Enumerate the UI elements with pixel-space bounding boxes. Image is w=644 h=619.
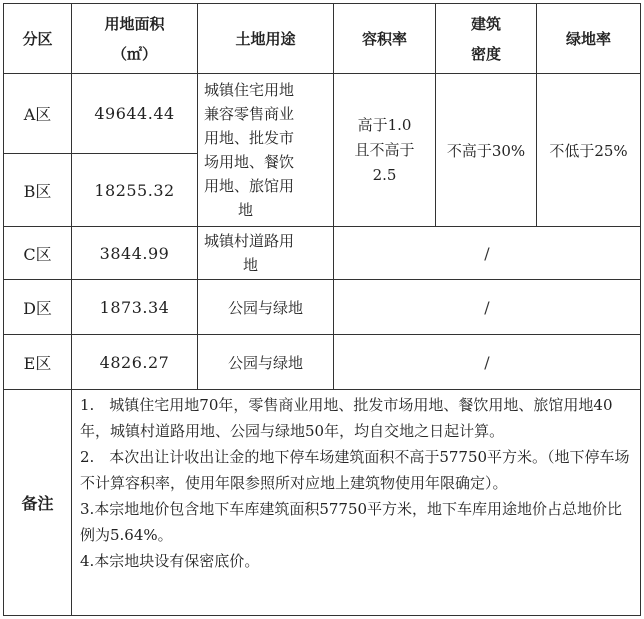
header-density-line1: 建筑	[470, 14, 501, 33]
not-applicable-cell: /	[334, 280, 641, 335]
zone-cell: E区	[4, 335, 72, 390]
header-use: 土地用途	[198, 4, 334, 74]
use-line: 场用地、餐饮	[204, 153, 295, 171]
table-row	[4, 335, 641, 390]
header-zone: 分区	[4, 4, 72, 74]
header-density-line2: 密度	[470, 44, 501, 63]
area-cell: 4826.27	[72, 335, 198, 390]
use-line: 地	[237, 201, 253, 219]
note-item: 2. 本次出让计收出让金的地下停车场建筑面积不高于57750平方米。（地下停车场不计算容积率，使用年限参照所对应地上建筑物使用年限确定）。	[80, 448, 630, 492]
use-line: 兼容零售商业	[204, 105, 295, 123]
zone-cell: D区	[4, 280, 72, 335]
area-cell: 1873.34	[72, 280, 198, 335]
note-item: 1. 城镇住宅用地70年，零售商业用地、批发市场用地、餐饮用地、旅馆用地40年，城镇村道路用地、公园与绿地50年，均自交地之日起计算。	[80, 396, 613, 440]
use-line: 城镇村道路用	[204, 232, 295, 250]
zone-cell: A区	[4, 74, 72, 154]
zone-cell: B区	[4, 154, 72, 227]
notes-row	[4, 390, 641, 616]
not-applicable-cell: /	[334, 227, 641, 280]
header-area-line2: （㎡）	[111, 44, 157, 63]
header-row	[4, 4, 641, 74]
use-cell	[198, 227, 334, 280]
area-cell: 18255.32	[72, 154, 198, 227]
use-line: 用地、批发市	[204, 129, 295, 147]
table-row	[4, 227, 641, 280]
land-parcel-table	[3, 3, 641, 616]
header-area-line1: 用地面积	[104, 14, 165, 33]
use-line: 用地、旅馆用	[204, 177, 295, 195]
ab-green-cell: 不低于25%	[537, 74, 641, 227]
far-line: 高于1.0	[357, 115, 412, 134]
use-line: 城镇住宅用地	[204, 81, 295, 99]
notes-label: 备注	[4, 390, 72, 616]
header-area	[72, 4, 198, 74]
table-row	[4, 74, 641, 154]
zone-cell: C区	[4, 227, 72, 280]
area-cell: 49644.44	[72, 74, 198, 154]
far-line: 2.5	[372, 165, 397, 184]
use-line: 地	[242, 256, 258, 274]
note-item: 4.本宗地块设有保密底价。	[80, 552, 260, 570]
table-row	[4, 280, 641, 335]
far-line: 且不高于	[354, 140, 415, 159]
ab-density-cell: 不高于30%	[436, 74, 537, 227]
area-cell: 3844.99	[72, 227, 198, 280]
use-cell: 公园与绿地	[198, 280, 334, 335]
header-density	[436, 4, 537, 74]
not-applicable-cell: /	[334, 335, 641, 390]
ab-use-cell	[198, 74, 334, 227]
note-item: 3.本宗地地价包含地下车库建筑面积57750平方米，地下车库用途地价占总地价比例为5.64%。	[80, 500, 623, 544]
notes-cell	[72, 390, 641, 616]
ab-far-cell	[334, 74, 436, 227]
header-far: 容积率	[334, 4, 436, 74]
use-cell: 公园与绿地	[198, 335, 334, 390]
header-green: 绿地率	[537, 4, 641, 74]
